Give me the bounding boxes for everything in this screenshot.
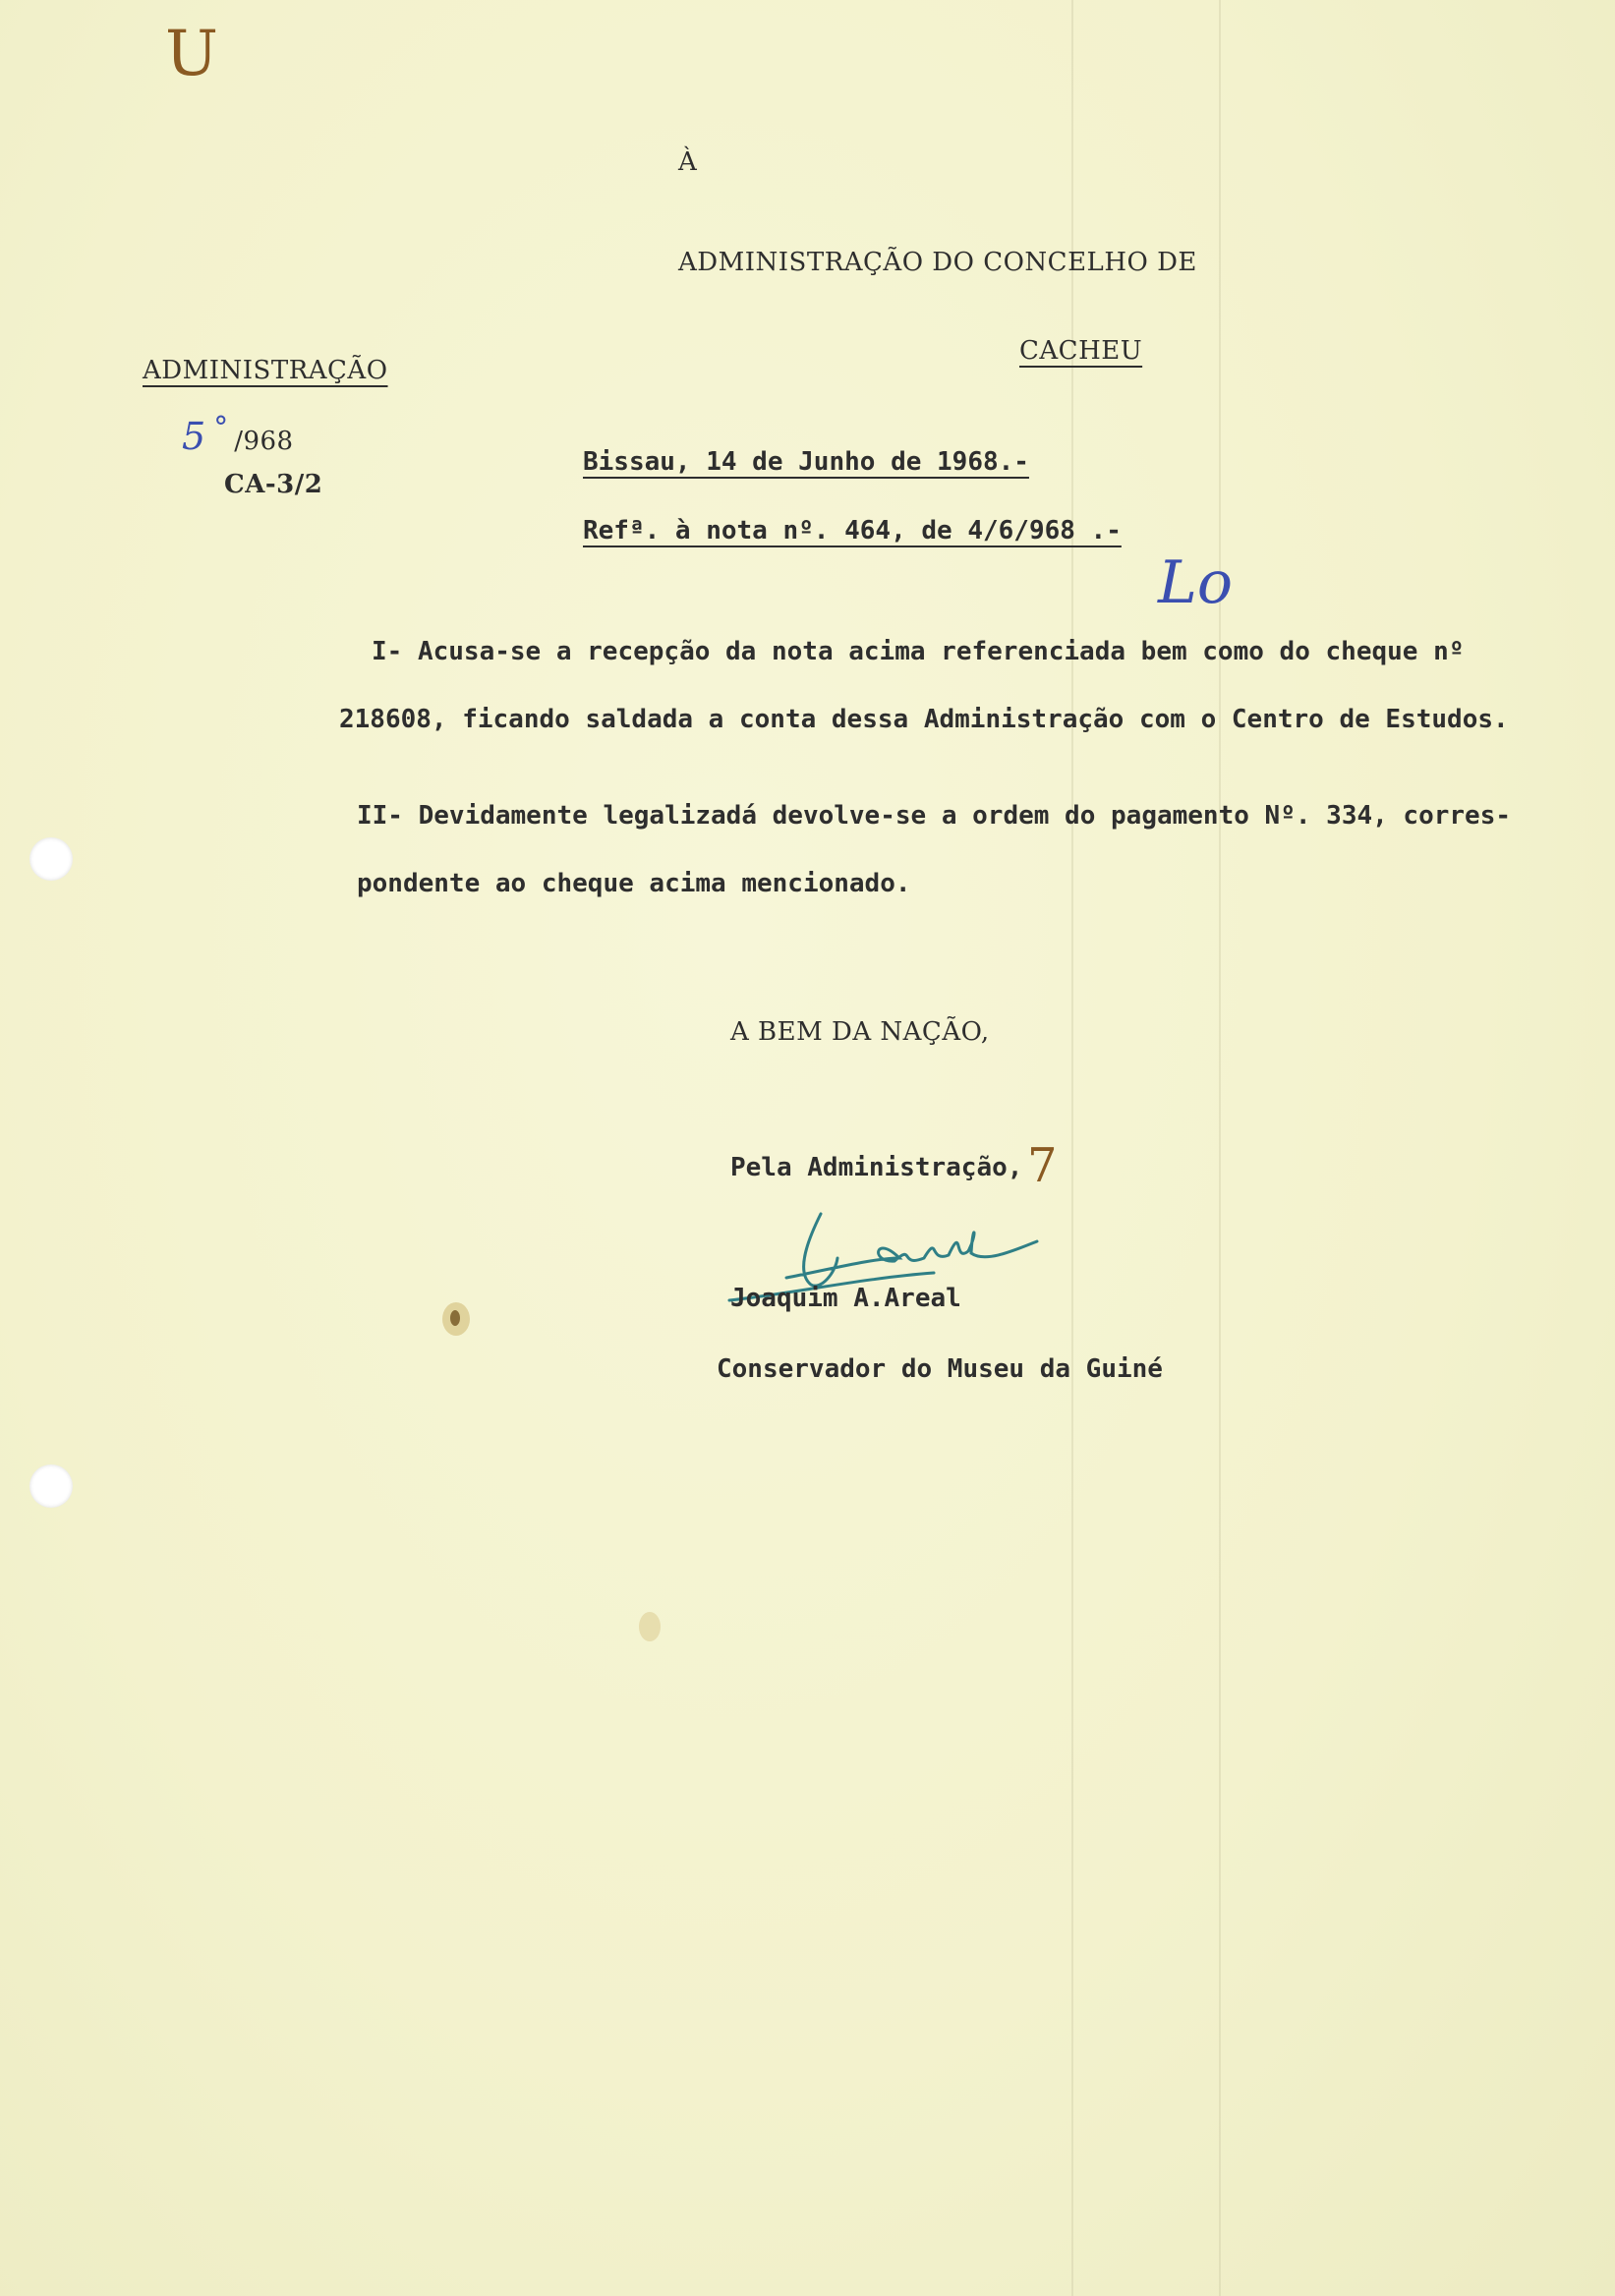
reference-line: Refª. à nota nº. 464, de 4/6/968 .- xyxy=(583,516,1122,545)
file-code: CA-3/2 xyxy=(224,470,323,499)
addressee-place: CACHEU xyxy=(1019,336,1143,366)
stain xyxy=(639,1612,661,1641)
signatory-name: Joaquim A.Areal xyxy=(730,1284,961,1313)
addressee-line: ADMINISTRAÇÃO DO CONCELHO DE xyxy=(678,248,1197,277)
sender-office: ADMINISTRAÇÃO xyxy=(143,356,388,385)
signatory-title: Conservador do Museu da Guiné xyxy=(717,1354,1163,1384)
paragraph-1-line-2: 218608, ficando saldada a conta dessa Administração com o Centro de Estudos. xyxy=(339,705,1509,734)
on-behalf-line: Pela Administração, xyxy=(730,1153,1023,1182)
punch-hole xyxy=(29,837,73,881)
reference-year: /968 xyxy=(234,427,294,456)
reference-mark-handwritten: ° xyxy=(213,411,229,445)
paragraph-2-line-1: II- Devidamente legalizadá devolve-se a ordem do pagamento Nº. 334, corres- xyxy=(357,801,1511,831)
handwritten-initials: Lo xyxy=(1158,548,1233,617)
paragraph-1-line-1: I- Acusa-se a recepção da nota acima referenciada bem como do cheque nº xyxy=(372,637,1465,666)
corner-handwritten-mark: U xyxy=(165,18,218,90)
paper-fold xyxy=(1219,0,1221,2296)
addressee-prefix: À xyxy=(678,147,698,177)
ink-spot xyxy=(450,1310,460,1326)
closing-salutation: A BEM DA NAÇÃO, xyxy=(730,1017,990,1047)
sender-reference xyxy=(182,411,294,458)
reference-number-handwritten: 5 xyxy=(182,415,206,458)
punch-hole xyxy=(29,1464,73,1508)
date-line: Bissau, 14 de Junho de 1968.- xyxy=(583,447,1029,477)
paragraph-2-line-2: pondente ao cheque acima mencionado. xyxy=(357,869,911,898)
handwritten-check-mark: 7 xyxy=(1027,1138,1058,1193)
